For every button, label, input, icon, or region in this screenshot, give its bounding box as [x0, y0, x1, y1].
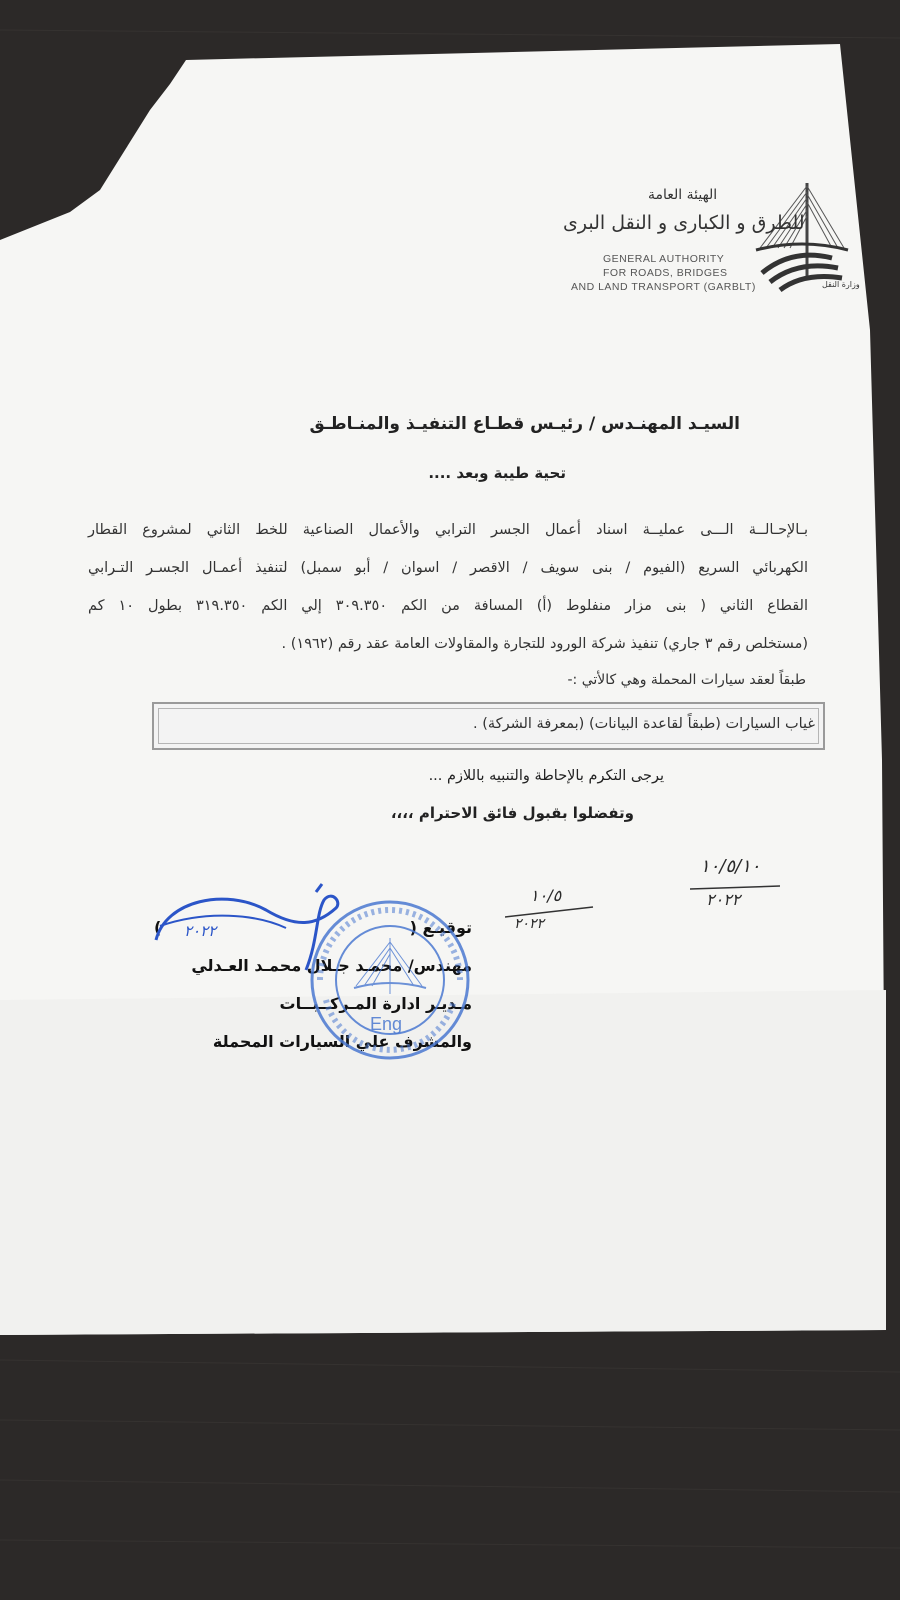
handwritten-slash-icon [505, 905, 595, 919]
authority-name-ar-line2: للطرق و الكبارى و النقل البرى [563, 212, 805, 234]
sign-close: ) [154, 918, 162, 937]
contract-note: طبقاً لعقد سيارات المحملة وهي كالأتي :- [567, 672, 806, 688]
authority-name-en-line3: AND LAND TRANSPORT (GARBLT) [571, 281, 756, 293]
addressee: السيـد المهنـدس / رئيـس قطـاع التنفيـذ والمنـاطـق [309, 414, 740, 434]
authority-name-en-line2: FOR ROADS, BRIDGES [603, 267, 728, 279]
handwritten-underline-icon [690, 884, 780, 894]
ink-signature-date: ٢٠٢٢ [184, 922, 217, 940]
paragraph-line-1: بـالإحـالــة الـــى عمليــة اسناد أعمال الجسر الترابي والأعمال الصناعية للخط الثاني لمشروع القطار [88, 522, 808, 538]
request-line: يرجى التكرم بالإحاطة والتنبيه باللازم ... [428, 768, 664, 784]
authority-name-ar-line1: الهيئة العامة [648, 187, 718, 203]
ink-signature-icon [146, 880, 366, 980]
paragraph-line-4: (مستخلص رقم ٣ جاري) تنفيذ شركة الورود للتجارة والمقاولات العامة عقد رقم (١٩٦٢) . [281, 636, 808, 652]
signer-title-1: مـديـر ادارة المـركــبــات [279, 994, 472, 1013]
stamp-text: Eng [370, 1014, 403, 1034]
handwritten-note-right-2: ٢٠٢٢ [706, 890, 741, 909]
signer-name: مهندس/ محمـد جـلال محمـد العـدلي [191, 956, 472, 975]
items-box [152, 702, 825, 750]
handwritten-note-right-1: ١٠/٥/١٠ [700, 856, 761, 877]
signer-title-2: والمشرف علي السيارات المحملة [212, 1032, 472, 1051]
box-text: غياب السيارات (طبقاً لقاعدة البيانات) (بمعرفة الشركة) . [473, 716, 815, 732]
paragraph-line-3: القطاع الثاني ( بنى مزار منفلوط (أ) المسافة من الكم ٣٠٩.٣٥٠ إلي الكم ٣١٩.٣٥٠ بطول ١٠ كم [88, 598, 808, 614]
sign-label: توقيـع ( [409, 918, 472, 937]
greeting: تحية طيبة وبعد .... [428, 464, 566, 482]
closing-line: وتفضلوا بقبول فائق الاحترام ،،،، [390, 804, 634, 822]
ministry-label: وزارة النقل [822, 280, 860, 289]
paragraph-line-2: الكهربائي السريع (الفيوم / بنى سويف / الاقصر / اسوان / أبو سمبل) لتنفيذ أعمـال الجسـر التـرابي [88, 560, 808, 576]
authority-name-en-line1: GENERAL AUTHORITY [603, 253, 725, 265]
handwritten-note-mid-2: ٢٠٢٢ [514, 916, 545, 932]
handwritten-note-mid-1: ١٠/٥ [530, 886, 562, 905]
